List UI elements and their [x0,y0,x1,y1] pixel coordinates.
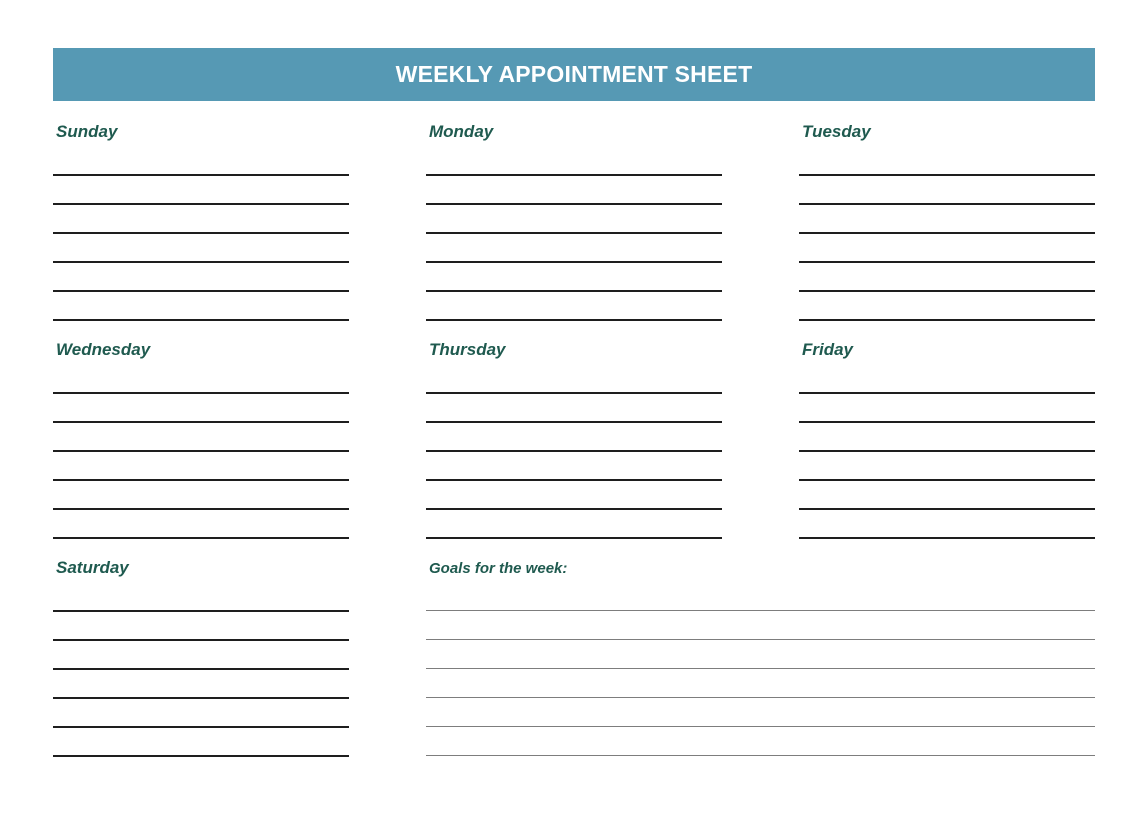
day-label-saturday: Saturday [56,558,129,577]
appointment-line[interactable] [53,421,349,423]
appointment-line[interactable] [799,261,1095,263]
goals-line[interactable] [426,755,1095,756]
appointment-line[interactable] [426,508,722,510]
appointment-line[interactable] [799,421,1095,423]
appointment-line[interactable] [53,668,349,670]
appointment-line[interactable] [53,319,349,321]
day-block-saturday [53,558,349,758]
appointment-line[interactable] [799,203,1095,205]
appointment-line[interactable] [799,508,1095,510]
appointment-line[interactable] [426,232,722,234]
day-label-tuesday: Tuesday [802,122,871,141]
goals-label: Goals for the week: [429,560,568,577]
appointment-line[interactable] [799,479,1095,481]
day-block-thursday [426,340,722,540]
appointment-line[interactable] [426,479,722,481]
day-block-friday [799,340,1095,540]
day-label-monday: Monday [429,122,494,141]
day-block-wednesday [53,340,349,540]
appointment-line[interactable] [426,261,722,263]
appointment-line[interactable] [53,232,349,234]
appointment-line[interactable] [53,537,349,539]
goals-line[interactable] [426,639,1095,640]
appointment-line[interactable] [426,319,722,321]
goals-line[interactable] [426,726,1095,727]
appointment-line[interactable] [426,174,722,176]
day-block-sunday [53,122,349,322]
goals-line[interactable] [426,668,1095,669]
appointment-line[interactable] [53,479,349,481]
appointment-line[interactable] [53,726,349,728]
appointment-line[interactable] [53,697,349,699]
goals-line[interactable] [426,610,1095,611]
appointment-line[interactable] [53,450,349,452]
appointment-line[interactable] [53,203,349,205]
appointment-line[interactable] [53,508,349,510]
day-label-sunday: Sunday [56,122,118,141]
day-block-tuesday [799,122,1095,322]
appointment-line[interactable] [426,537,722,539]
appointment-line[interactable] [53,639,349,641]
appointment-line[interactable] [426,290,722,292]
appointment-line[interactable] [426,421,722,423]
appointment-line[interactable] [799,290,1095,292]
appointment-line[interactable] [799,537,1095,539]
appointment-line[interactable] [53,174,349,176]
title-banner [53,48,1095,101]
day-block-monday [426,122,722,322]
appointment-line[interactable] [799,450,1095,452]
day-label-wednesday: Wednesday [56,340,151,359]
appointment-line[interactable] [799,232,1095,234]
appointment-line[interactable] [799,174,1095,176]
appointment-line[interactable] [426,203,722,205]
appointment-line[interactable] [53,261,349,263]
goals-line[interactable] [426,697,1095,698]
appointment-line[interactable] [799,392,1095,394]
day-label-thursday: Thursday [429,340,506,359]
sheet-title: WEEKLY APPOINTMENT SHEET [395,61,753,87]
appointment-line[interactable] [53,755,349,757]
appointment-line[interactable] [799,319,1095,321]
appointment-line[interactable] [53,610,349,612]
appointment-line[interactable] [426,450,722,452]
appointment-line[interactable] [53,290,349,292]
goals-block [426,560,1095,760]
appointment-line[interactable] [426,392,722,394]
appointment-line[interactable] [53,392,349,394]
day-label-friday: Friday [802,340,854,359]
